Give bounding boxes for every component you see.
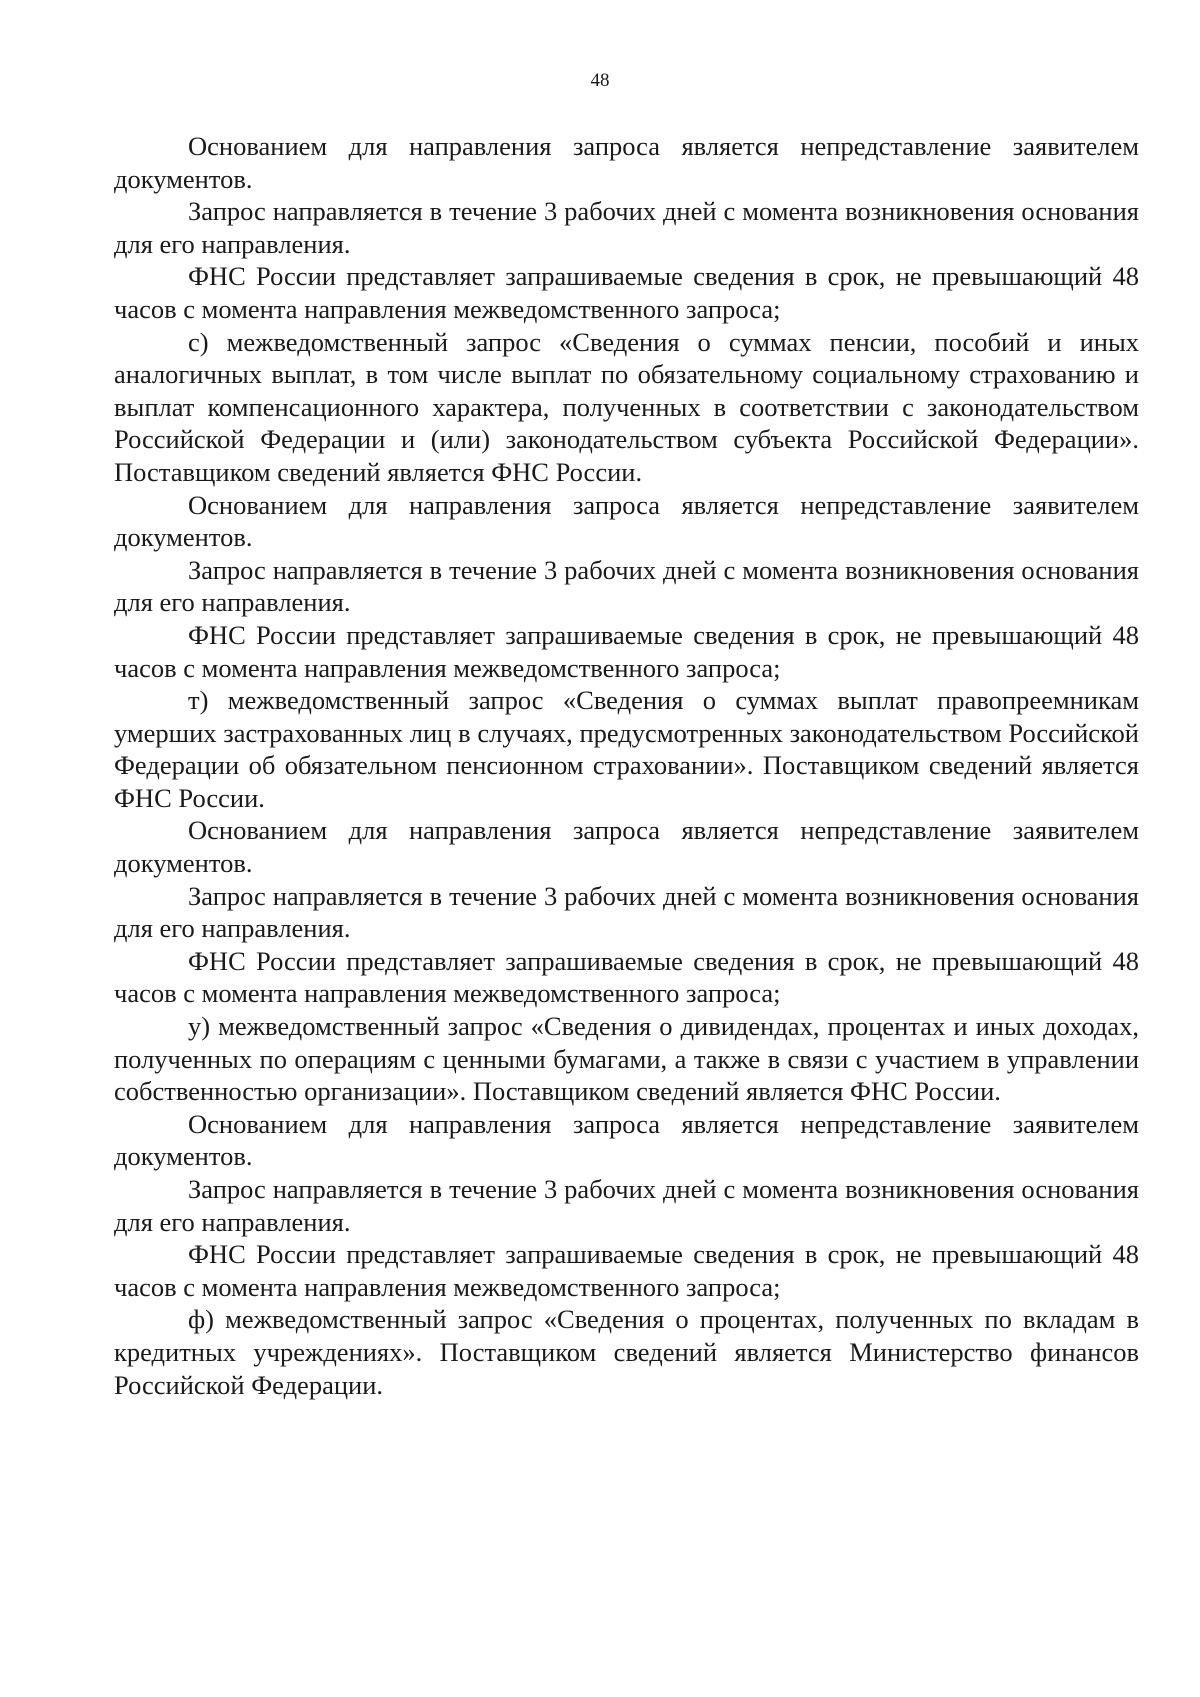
paragraph-response-term: ФНС России представляет запрашиваемые сведения в срок, не превышающий 48 часов с момента направления межведомственного запроса;	[114, 1239, 1139, 1302]
paragraph-response-term: ФНС России представляет запрашиваемые сведения в срок, не превышающий 48 часов с момента направления межведомственного запроса;	[114, 619, 1139, 683]
paragraph-request-term: Запрос направляется в течение 3 рабочих дней с момента возникновения основания для его направления.	[114, 880, 1139, 944]
paragraph-item-u: у) межведомственный запрос «Сведения о дивидендах, процентах и иных доходах, полученных по операциям с ценными бумагами, а также в связи с участием в управлении собственностью организации». Поставщиком сведений является ФНС России.	[114, 1011, 1139, 1107]
paragraph-request-term: Запрос направляется в течение 3 рабочих дней с момента возникновения основания для его направления.	[114, 1174, 1139, 1237]
page-number: 48	[590, 70, 610, 91]
paragraph-basis: Основанием для направления запроса является непредставление заявителем документов.	[114, 815, 1139, 879]
paragraph-item-f: ф) межведомственный запрос «Сведения о процентах, полученных по вкладам в кредитных учреждениях». Поставщиком сведений является Министерство финансов Российской Федерации.	[114, 1304, 1139, 1400]
document-body	[114, 130, 1139, 1401]
paragraph-response-term: ФНС России представляет запрашиваемые сведения в срок, не превышающий 48 часов с момента направления межведомственного запроса;	[114, 945, 1139, 1009]
paragraph-basis: Основанием для направления запроса является непредставление заявителем документов.	[114, 1108, 1139, 1172]
paragraph-response-term: ФНС России представляет запрашиваемые сведения в срок, не превышающий 48 часов с момента направления межведомственного запроса;	[114, 261, 1139, 324]
paragraph-basis: Основанием для направления запроса является непредставление заявителем документов.	[114, 131, 1139, 194]
paragraph-item-t: т) межведомственный запрос «Сведения о суммах выплат правопреемникам умерших застрахованных лиц в случаях, предусмотренных законодательством Российской Федерации об обязательном пенсионном страховании». Поставщиком сведений является ФНС России.	[114, 685, 1139, 813]
paragraph-item-s: с) межведомственный запрос «Сведения о суммах пенсии, пособий и иных аналогичных выплат, в том числе выплат по обязательному социальному страхованию и выплат компенсационного характера, полученных в соответствии с законодательством Российской Федерации и (или) законодательством субъекта Российской Федерации». Поставщиком сведений является ФНС России.	[114, 326, 1139, 487]
paragraph-request-term: Запрос направляется в течение 3 рабочих дней с момента возникновения основания для его направления.	[114, 196, 1139, 259]
paragraph-basis: Основанием для направления запроса является непредставление заявителем документов.	[114, 489, 1139, 553]
paragraph-request-term: Запрос направляется в течение 3 рабочих дней с момента возникновения основания для его направления.	[114, 554, 1139, 618]
